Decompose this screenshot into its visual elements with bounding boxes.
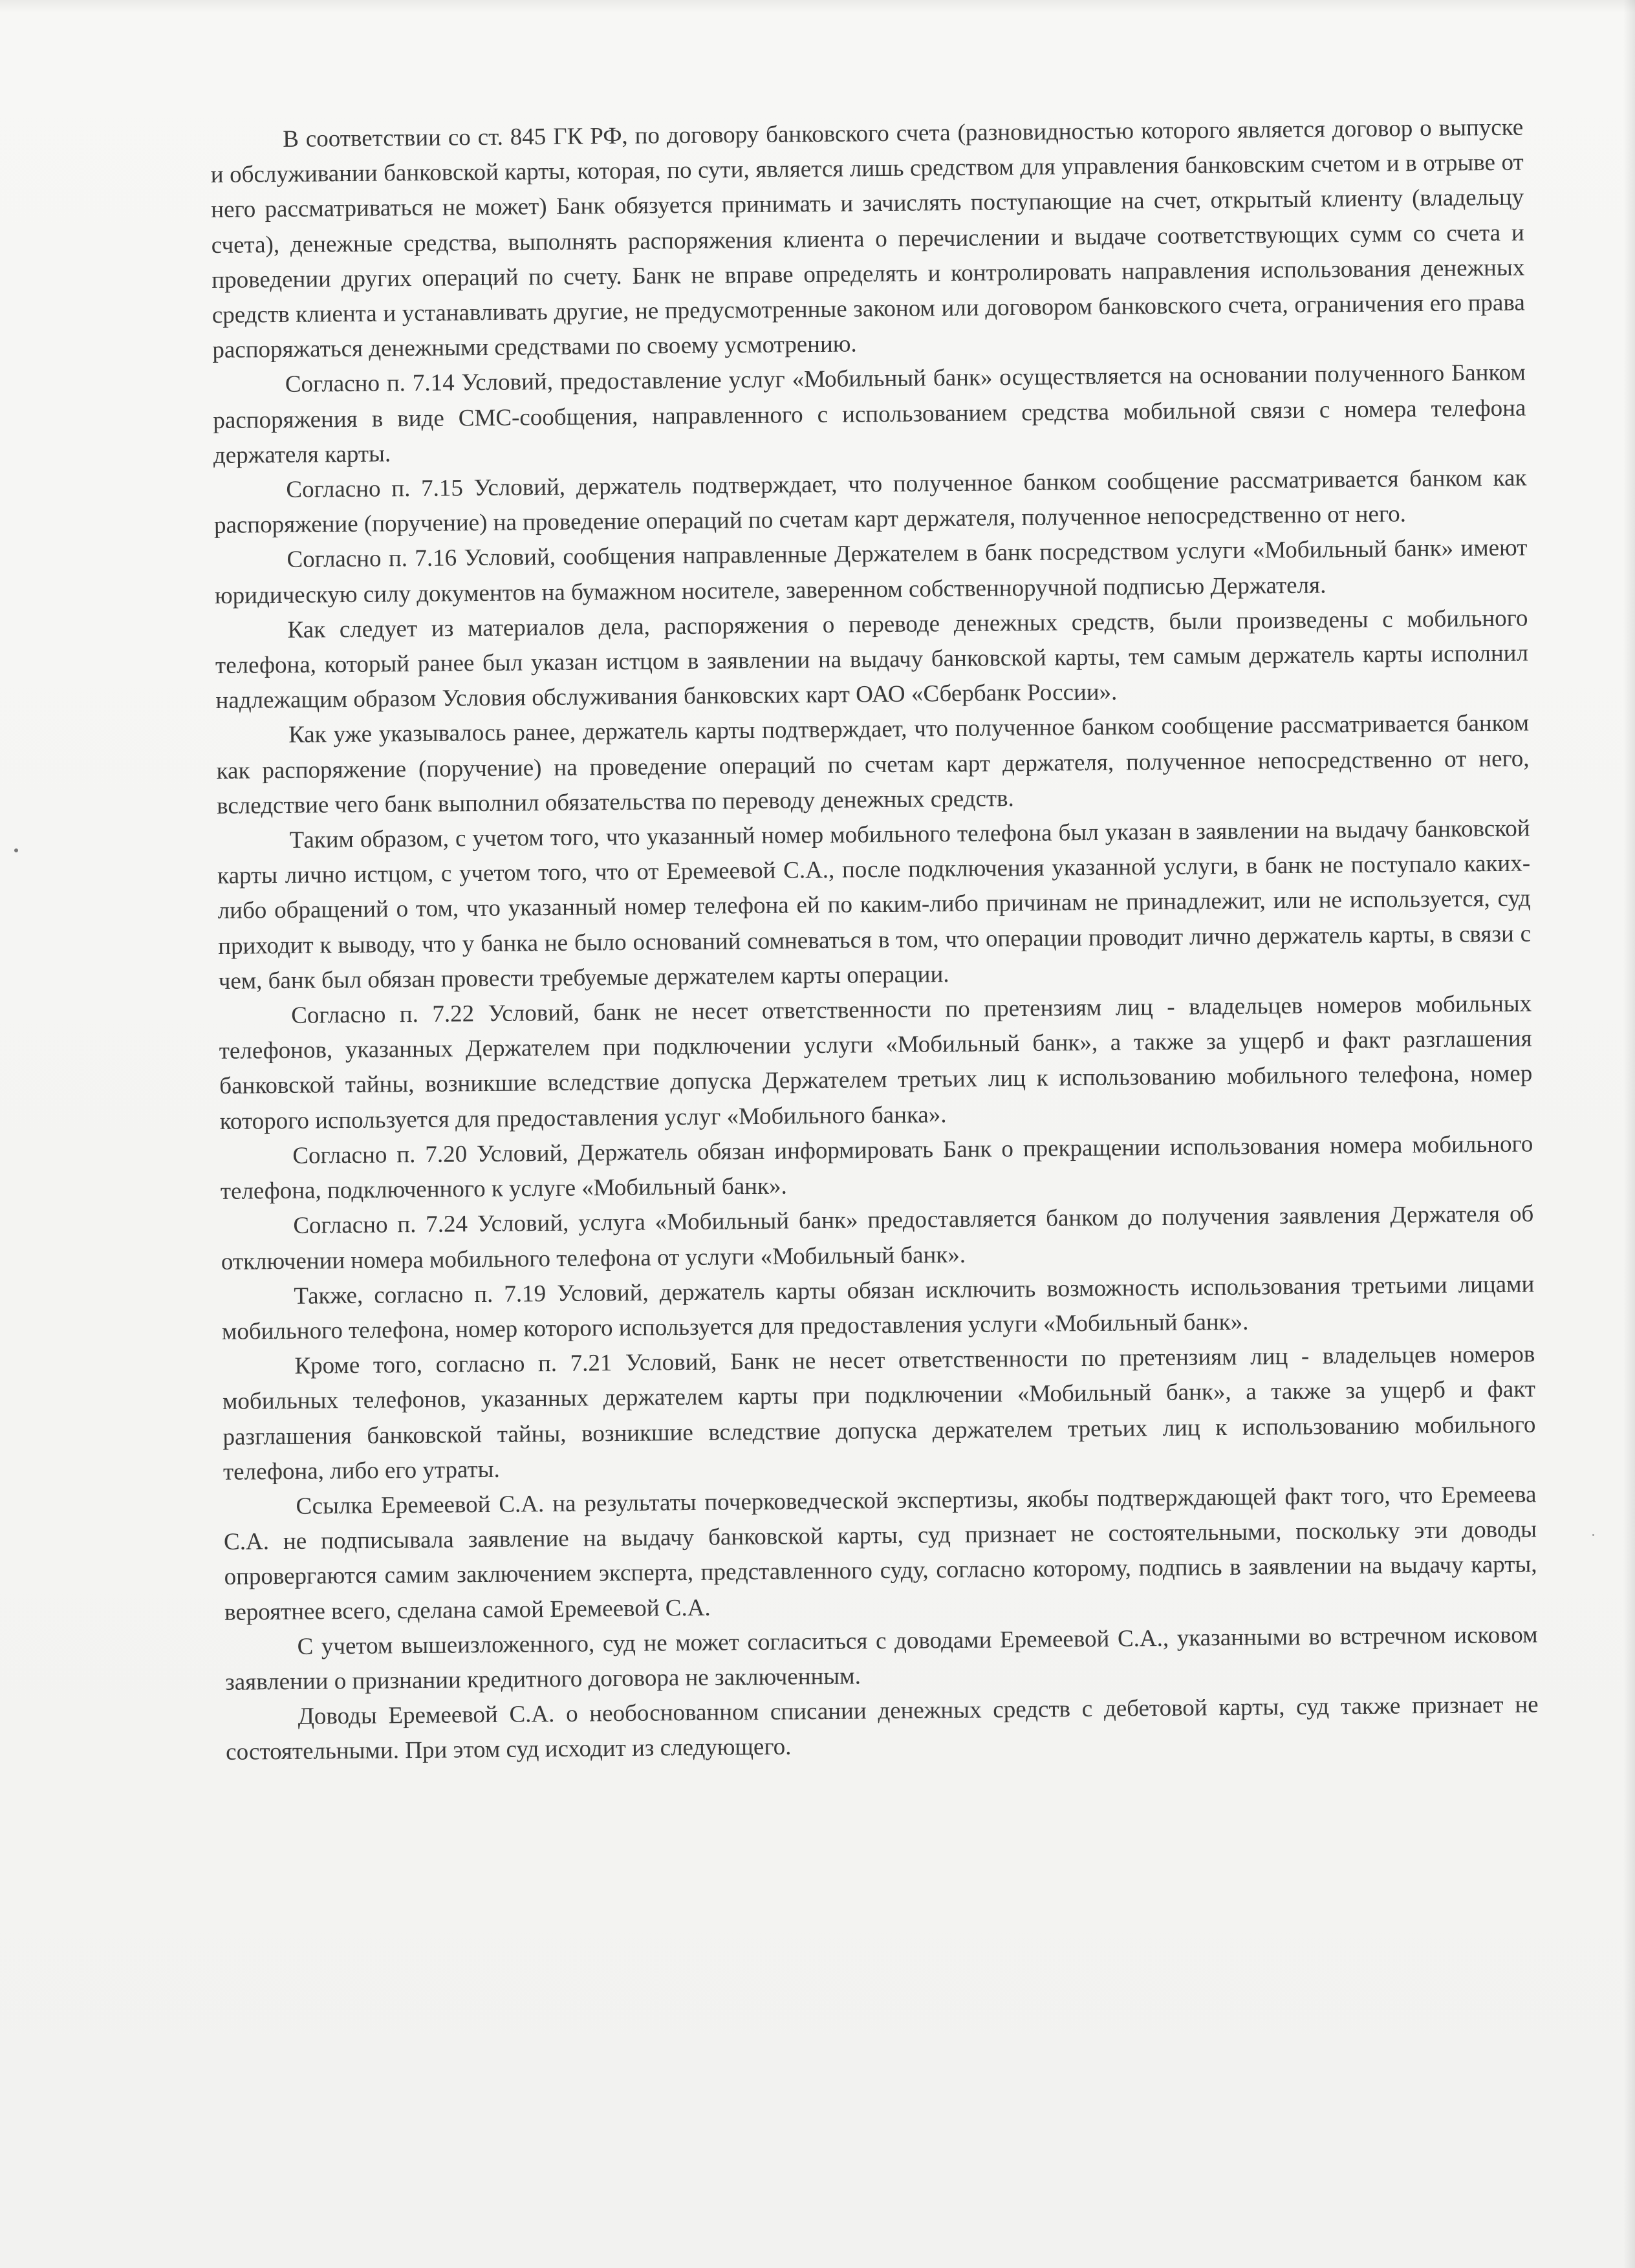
paragraph: Ссылка Еремеевой С.А. на результаты почерковедческой экспертизы, якобы подтверждающей факт того, что Еремеева С.А. не подписывала заявление на выдачу банковской карты, суд признает не состоятельными, поскольку эти доводы опровергаются самим заключением эксперта, представленного суду, согласно которому, подпись в заявлении на выдачу карты, вероятнее всего, сделана самой Еремеевой С.А.	[223, 1481, 1537, 1626]
paragraph: Доводы Еремеевой С.А. о необоснованном списании денежных средств с дебетовой карты, суд также признает не состоятельными. При этом суд исходит из следующего.	[225, 1691, 1539, 1766]
document-body	[210, 111, 1539, 1771]
paragraph: В соответствии со ст. 845 ГК РФ, по договору банковского счета (разновидностью которого является договор о выпуске и обслуживании банковской карты, которая, по сути, является лишь средством для управления банковским счетом и в отрыве от него рассматриваться не может) Банк обязуется принимать и зачислять поступающие на счет, открытый клиенту (владельцу счета), денежные средства, выполнять распоряжения клиента о перечислении и выдаче соответствующих сумм со счета и проведении других операций по счету. Банк не вправе определять и контролировать направления использования денежных средств клиента и устанавливать другие, не предусмотренные законом или договором банковского счета, ограничения его права распоряжаться денежными средствами по своему усмотрению.	[210, 114, 1525, 364]
paragraph: Как уже указывалось ранее, держатель карты подтверждает, что полученное банком сообщение рассматривается банком как распоряжение (поручение) на проведение операций по счетам карт держателя, полученное непосредственно от него, вследствие чего банк выполнил обязательства по переводу денежных средств.	[216, 709, 1530, 819]
scan-top-shadow	[0, 0, 1635, 13]
paragraph: Согласно п. 7.24 Условий, услуга «Мобильный банк» предоставляется банком до получения заявления Держателя об отключении номера мобильного телефона от услуги «Мобильный банк».	[221, 1200, 1534, 1275]
scan-speck	[1592, 1534, 1594, 1536]
paragraph: Кроме того, согласно п. 7.21 Условий, Банк не несет ответственности по претензиям лиц - владельцев номеров мобильных телефонов, указанных держателем карты при подключении «Мобильный банк», а также за ущерб и факт разглашения банковской тайны, возникшие вследствие допуска держателем третьих лиц к использованию мобильного телефона, либо его утраты.	[222, 1341, 1536, 1485]
paragraph: Согласно п. 7.14 Условий, предоставление услуг «Мобильный банк» осуществляется на основании полученного Банком распоряжения в виде СМС-сообщения, направленного с использованием средства мобильной связи с номера телефона держателя карты.	[213, 359, 1526, 469]
paragraph: Согласно п. 7.22 Условий, банк не несет ответственности по претензиям лиц - владельцев номеров мобильных телефонов, указанных Держателем при подключении услуги «Мобильный банк», а также за ущерб и факт разглашения банковской тайны, возникшие вследствие допуска Держателем третьих лиц к использованию мобильного телефона, номер которого используется для предоставления услуг «Мобильного банка».	[219, 990, 1533, 1135]
scan-right-shadow	[1623, 0, 1635, 2268]
paragraph: Как следует из материалов дела, распоряжения о переводе денежных средств, были произведены с мобильного телефона, который ранее был указан истцом в заявлении на выдачу банковской карты, тем самым держатель карты исполнил надлежащим образом Условия обслуживания банковских карт ОАО «Сбербанк России».	[215, 605, 1529, 715]
paragraph: Согласно п. 7.20 Условий, Держатель обязан информировать Банк о прекращении использования номера мобильного телефона, подключенного к услуге «Мобильный банк».	[220, 1130, 1533, 1205]
paragraph: Согласно п. 7.15 Условий, держатель подтверждает, что полученное банком сообщение рассматривается банком как распоряжение (поручение) на проведение операций по счетам карт держателя, полученное непосредственно от него.	[213, 464, 1527, 539]
paragraph: С учетом вышеизложенного, суд не может согласиться с доводами Еремеевой С.А., указанными во встречном исковом заявлении о признании кредитного договора не заключенным.	[224, 1621, 1538, 1696]
scan-speck	[14, 848, 18, 852]
paragraph: Таким образом, с учетом того, что указанный номер мобильного телефона был указан в заявлении на выдачу банковской карты лично истцом, с учетом того, что от Еремеевой С.А., после подключения указанной услуги, в банк не поступало каких-либо обращений о том, что указанный номер телефона ей по каким-либо причинам не принадлежит, или не используется, суд приходит к выводу, что у банка не было оснований сомневаться в том, что операции проводит лично держатель карты, в связи с чем, банк был обязан провести требуемые держателем карты операции.	[217, 815, 1532, 995]
paragraph: Также, согласно п. 7.19 Условий, держатель карты обязан исключить возможность использования третьими лицами мобильного телефона, номер которого используется для предоставления услуги «Мобильный банк».	[221, 1271, 1535, 1345]
paragraph: Согласно п. 7.16 Условий, сообщения направленные Держателем в банк посредством услуги «Мобильный банк» имеют юридическую силу документов на бумажном носителе, заверенном собственноручной подписью Держателя.	[214, 534, 1528, 609]
